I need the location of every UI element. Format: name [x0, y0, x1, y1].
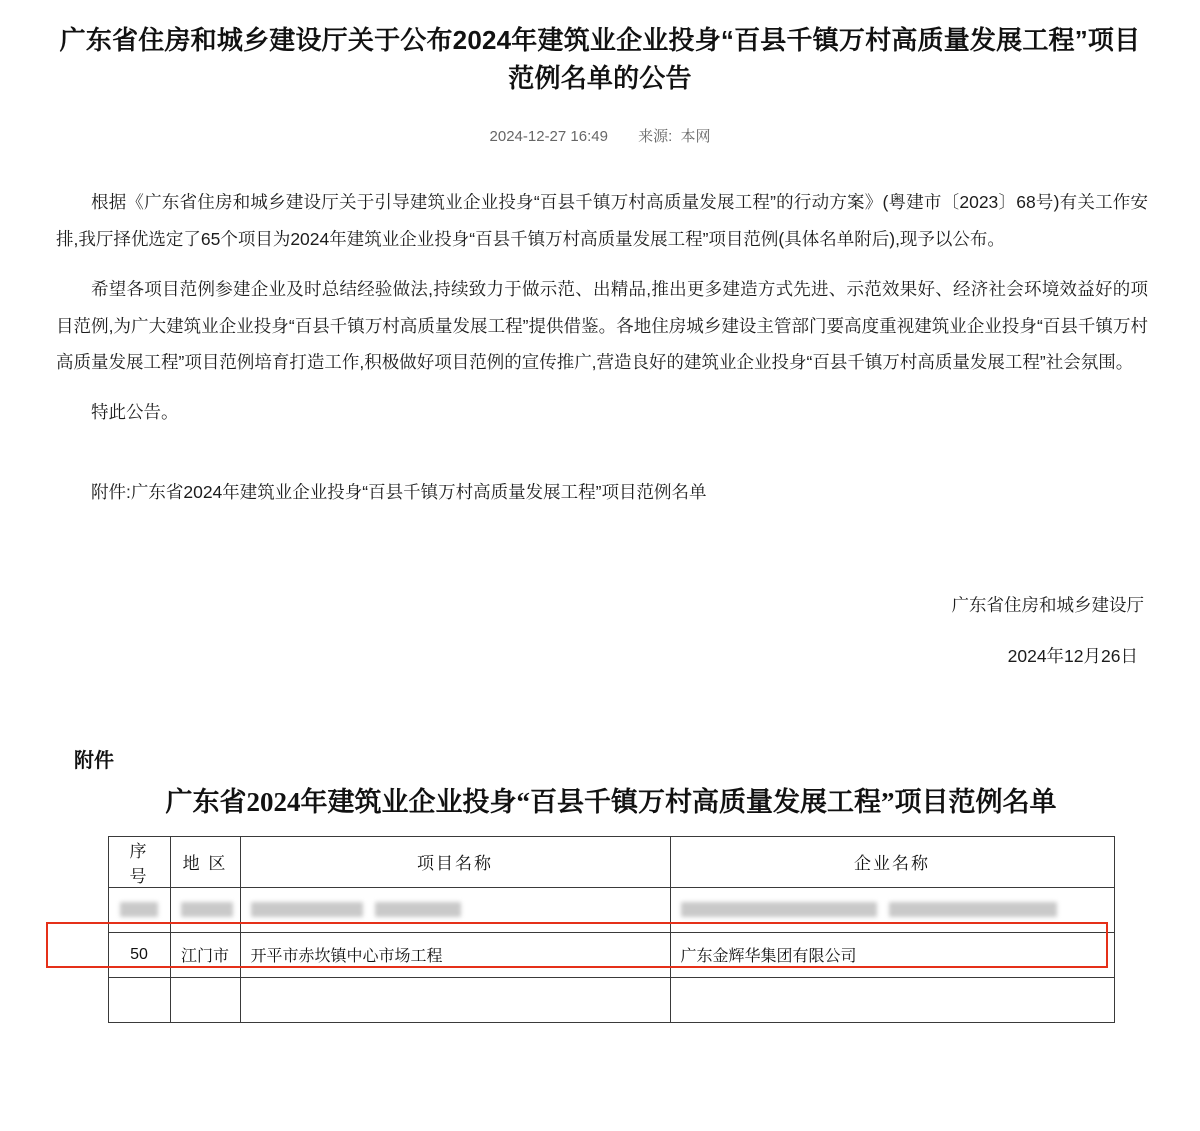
cell-company [670, 887, 1114, 932]
column-header-no: 序 号 [108, 836, 170, 887]
cell-area [170, 887, 240, 932]
issue-date: 2024年12月26日 [1007, 645, 1138, 666]
source-label: 来源: [638, 128, 673, 146]
document-body [0, 184, 1200, 673]
redaction-bar [251, 902, 363, 917]
attachment-label: 附件 [74, 749, 114, 772]
table-wrapper [74, 836, 1148, 1023]
cell-project [240, 977, 670, 1022]
redaction-bar [889, 902, 1057, 917]
table-row [108, 887, 1114, 932]
paragraph-2: 希望各项目范例参建企业及时总结经验做法,持续致力于做示范、出精品,推出更多建造方式先进、示范效果好、经济社会环境效益好的项目范例,为广大建筑业企业投身“百县千镇万村高质量发展工程”提供借鉴。各地住房城乡建设主管部门要高度重视建筑业企业投身“百县千镇万村高质量发展工程”项目范例培育打造工作,积极做好项目范例的宣传推广,营造良好的建筑业企业投身“百县千镇万村高质量发展工程”社会氛围。 [56, 279, 1148, 372]
project-list-table [108, 836, 1115, 1023]
cell-area: 江门市 [170, 932, 240, 977]
cell-no [108, 977, 170, 1022]
cell-no: 50 [108, 932, 170, 977]
redaction-bar [375, 902, 461, 917]
cell-project: 开平市赤坎镇中心市场工程 [240, 932, 670, 977]
cell-company: 广东金辉华集团有限公司 [670, 932, 1114, 977]
attachment-reference: 附件:广东省2024年建筑业企业投身“百县千镇万村高质量发展工程”项目范例名单 [91, 481, 707, 502]
paragraph-1: 根据《广东省住房和城乡建设厅关于引导建筑业企业投身“百县千镇万村高质量发展工程”的行动方案》(粤建市〔2023〕68号)有关工作安排,我厅择优选定了65个项目为2024年建筑业企业投身“百县千镇万村高质量发展工程”项目范例(具体名单附后),现予以公布。 [56, 192, 1148, 249]
issuer-name: 广东省住房和城乡建设厅 [951, 594, 1144, 615]
cell-company [670, 977, 1114, 1022]
attachment-section [0, 744, 1200, 1023]
source-value: 本网 [680, 128, 711, 146]
cell-no [108, 887, 170, 932]
page-title: 广东省住房和城乡建设厅关于公布2024年建筑业企业投身“百县千镇万村高质量发展工程”项目范例名单的公告 [59, 25, 1141, 93]
column-header-area: 地 区 [170, 836, 240, 887]
paragraph-3: 特此公告。 [91, 402, 179, 423]
column-header-project: 项目名称 [240, 836, 670, 887]
cell-area [170, 977, 240, 1022]
redaction-bar [681, 902, 877, 917]
redaction-bar [120, 902, 158, 917]
table-body [108, 887, 1114, 1022]
signature-block [56, 588, 1148, 674]
table-row [108, 932, 1114, 977]
attachment-title: 广东省2024年建筑业企业投身“百县千镇万村高质量发展工程”项目范例名单 [165, 786, 1057, 817]
redaction-bar [181, 902, 233, 917]
cell-project [240, 887, 670, 932]
publish-date: 2024-12-27 16:49 [489, 128, 608, 146]
column-header-company: 企业名称 [670, 836, 1114, 887]
table-header-row [108, 836, 1114, 887]
table-row [108, 977, 1114, 1022]
document-meta [0, 125, 1200, 146]
